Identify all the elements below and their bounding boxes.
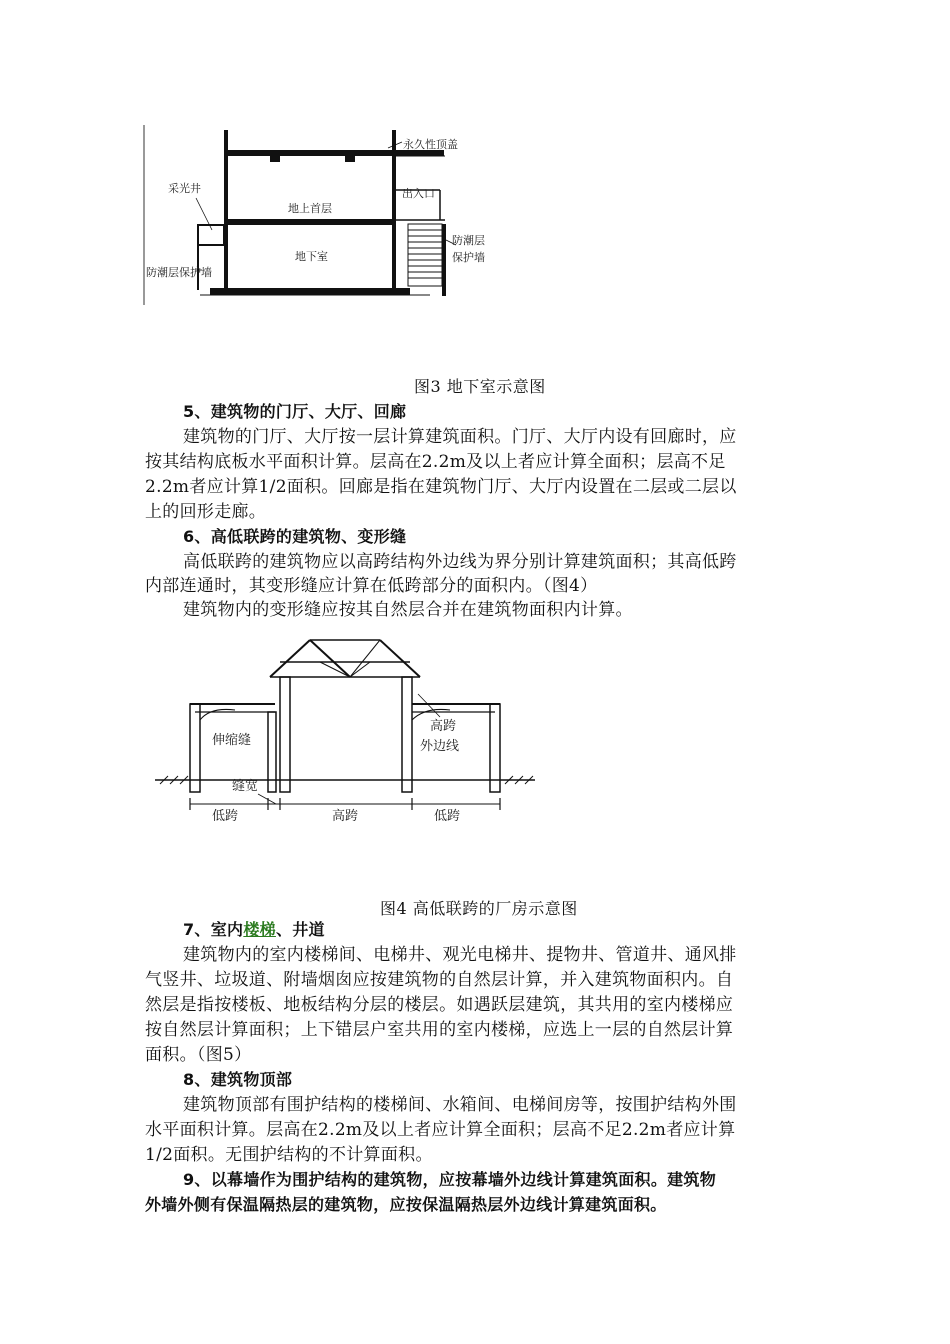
entrance-label: 出入口 — [402, 187, 435, 200]
section6-line-2: 内部连通时，其变形缝应计算在低跨部分的面积内。（图4） — [145, 576, 598, 596]
section8-heading: 8、建筑物顶部 — [183, 1070, 293, 1089]
section7-line-5: 面积。（图5） — [145, 1045, 252, 1065]
high-span-label: 高跨 — [332, 809, 359, 824]
ground-floor-label: 地上首层 — [288, 202, 332, 215]
high-span-edge-label-1: 高跨 — [430, 719, 457, 734]
figure4-caption: 图4 高低联跨的厂房示意图 — [380, 899, 578, 918]
section7-line-4: 按自然层计算面积；上下错层户室共用的室内楼梯，应选上一层的自然层计算 — [145, 1020, 734, 1040]
section9-line-1: 9、以幕墙作为围护结构的建筑物，应按幕墙外边线计算建筑面积。建筑物 — [183, 1170, 717, 1189]
joint-width-label: 缝宽 — [232, 779, 259, 794]
section5-heading: 5、建筑物的门厅、大厅、回廊 — [183, 402, 407, 421]
stairs-link[interactable]: 楼梯 — [243, 920, 276, 939]
moisture-wall-right-label-1: 防潮层 — [452, 234, 485, 247]
section8-line-1: 建筑物顶部有围护结构的楼梯间、水箱间、电梯间房等，按围护结构外围 — [183, 1095, 737, 1115]
low-span-left-label: 低跨 — [212, 809, 239, 824]
section5-line-3: 2.2m者应计算1/2面积。回廊是指在建筑物门厅、大厅内设置在二层或二层以 — [145, 477, 737, 497]
section6-line-3: 建筑物内的变形缝应按其自然层合并在建筑物面积内计算。 — [183, 600, 633, 620]
section7-heading-prefix: 7、室内 — [183, 920, 244, 939]
low-span-right-label: 低跨 — [434, 809, 461, 824]
section7-heading-suffix: 、井道 — [275, 920, 325, 939]
section7-line-3: 然层是指按楼板、地板结构分层的楼层。如遇跃层建筑，其共用的室内楼梯应 — [145, 995, 734, 1015]
section7-line-2: 气竖井、垃圾道、附墙烟囱应按建筑物的自然层计算，并入建筑物面积内。自 — [145, 970, 734, 990]
section5-line-2: 按其结构底板水平面积计算。层高在2.2m及以上者应计算全面积；层高不足 — [145, 452, 726, 472]
section9-line-2: 外墙外侧有保温隔热层的建筑物，应按保温隔热层外边线计算建筑面积。 — [145, 1195, 667, 1214]
figure3-caption: 图3 地下室示意图 — [414, 377, 546, 396]
section8-line-3: 1/2面积。无围护结构的不计算面积。 — [145, 1145, 433, 1165]
moisture-wall-left-label: 防潮层保护墙 — [146, 266, 212, 279]
section6-heading: 6、高低联跨的建筑物、变形缝 — [183, 527, 407, 546]
figure4-diagram — [150, 632, 540, 832]
skylight-well-label: 采光井 — [168, 182, 201, 195]
section6-line-1: 高低联跨的建筑物应以高跨结构外边线为界分别计算建筑面积；其高低跨 — [183, 552, 737, 572]
section7-heading — [183, 918, 843, 942]
roof-label: 永久性顶盖 — [403, 138, 458, 151]
section7-line-1: 建筑物内的室内楼梯间、电梯井、观光电梯井、提物井、管道井、通风排 — [183, 945, 737, 965]
section8-line-2: 水平面积计算。层高在2.2m及以上者应计算全面积；层高不足2.2m者应计算 — [145, 1120, 736, 1140]
section5-line-1: 建筑物的门厅、大厅按一层计算建筑面积。门厅、大厅内设有回廊时，应 — [183, 427, 737, 447]
high-span-edge-label-2: 外边线 — [420, 739, 460, 754]
expansion-joint-label: 伸缩缝 — [212, 733, 252, 748]
basement-label: 地下室 — [295, 250, 328, 263]
moisture-wall-right-label-2: 保护墙 — [452, 251, 485, 264]
figure3-diagram — [140, 120, 500, 310]
section5-line-4: 上的回形走廊。 — [145, 502, 267, 522]
